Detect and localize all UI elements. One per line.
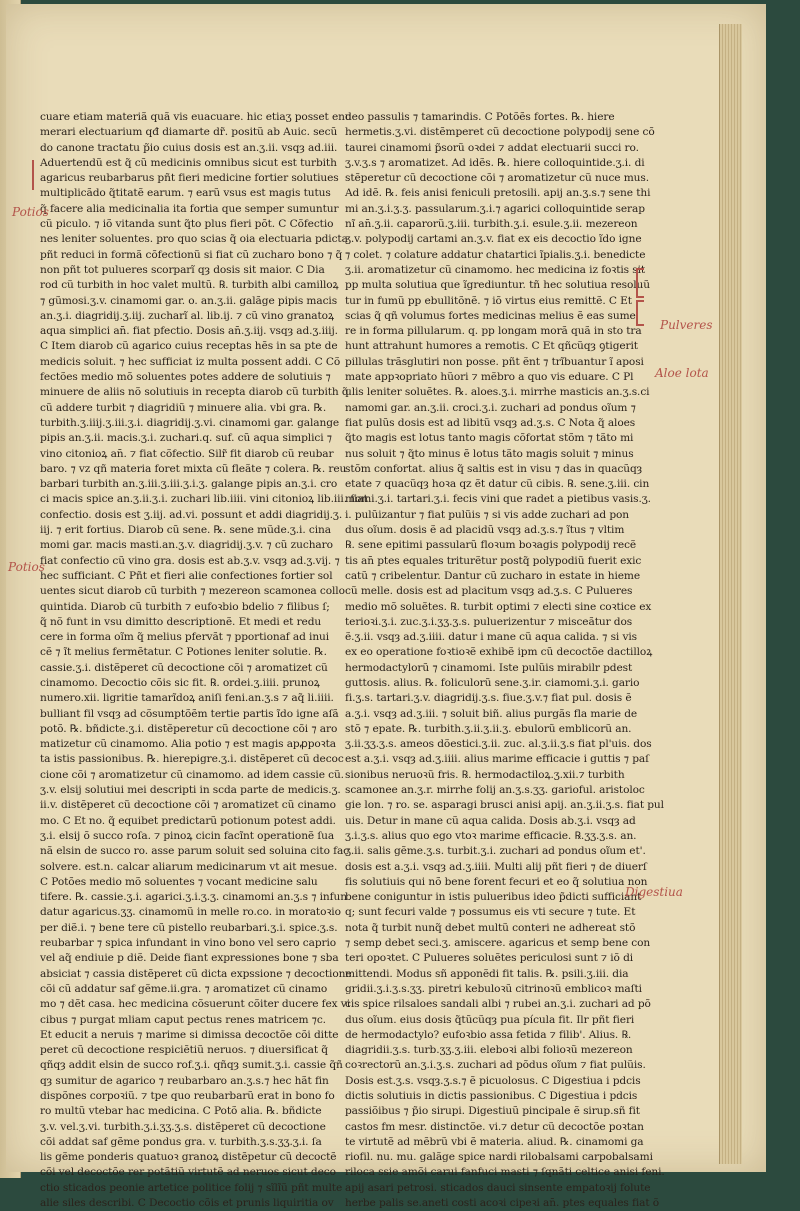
text-line: mi an.ʒ.i.ʒ.ʒ. passularum.ʒ.i.⁊ agarici colloquintide serap bbox=[345, 202, 645, 215]
text-line: nes leniter soluentes. pro quo scias q̃ oia electuaria pdicta bbox=[40, 233, 348, 246]
text-line: mo. C Et no. q̃ equibet predictarũ potionum potest addi. bbox=[40, 814, 336, 827]
text-line: non pñt tot pulueres scorparĩ qȝ dosis sit maior. C Dia bbox=[40, 263, 325, 276]
text-line: ⁊ colet. ⁊ colature addatur chatartici ĩpialis.ʒ.i. benedicte bbox=[345, 248, 646, 261]
text-line: minuere de aliis nõ solutiuis in recepta diarob cũ turbith q̃ bbox=[40, 386, 349, 399]
text-line: hermetis.ʒ.vi. distẽmperet cũ decoctione polypodij sene cõ bbox=[345, 126, 655, 139]
text-line: ro multũ vtebar hac medicina. C Potõ alia. ℞. bñdicte bbox=[40, 1105, 322, 1118]
text-line: ulis leniter soluẽtes. ℞. aloes.ʒ.i. mirrhe masticis an.ʒ.s.ci bbox=[345, 386, 650, 399]
margin-bracket-2 bbox=[636, 300, 644, 326]
text-line: uentes sicut diarob cũ turbith ⁊ mezereon scamonea collo bbox=[40, 585, 345, 598]
text-line: do canone tractatu p̃io cuius dosis est an.ʒ.ii. vsqȝ ad.iii. bbox=[40, 141, 338, 154]
text-line: ʒ.v.ʒ.s ⁊ aromatizet. Ad idẽs. ℞. hiere colloquintide.ʒ.i. di bbox=[345, 156, 645, 169]
text-line: uis. Detur in mane cũ aqua calida. Dosis ab.ʒ.i. vsqȝ ad bbox=[345, 814, 636, 827]
text-line: agaricus reubarbarus pñt fieri medicine fortier solutiues bbox=[40, 172, 339, 185]
text-line: q; sunt fecuri valde ⁊ possumus eis vti secure ⁊ tute. Et bbox=[345, 906, 636, 919]
text-line: rod cũ turbith in hoc valet multũ. ℞. turbith albi camilloꝝ bbox=[40, 279, 339, 292]
text-line: terioꝛi.ʒ.i. zuc.ʒ.i.ʒʒ.ʒ.s. puluerizentur ⁊ misceãtur dos bbox=[345, 615, 633, 628]
text-line: scias q̃ qñ volumus fortes medicinas melius ẽ eas sume bbox=[345, 309, 636, 322]
text-line: Ad idẽ. ℞. feis anisi feniculi pretosili. apij an.ʒ.s.⁊ sene thi bbox=[345, 187, 651, 200]
text-line: vino citonioꝝ an̄. ⁊ fiat cõfectio. Silr̃ fit diarob cũ reubar bbox=[40, 447, 334, 460]
text-line: Aduertendũ est q̃ cũ medicinis omnibus sicut est turbith bbox=[40, 156, 337, 169]
margin-stroke-left bbox=[32, 160, 34, 190]
text-line: nota q̃ turbit nunq̃ debet multũ conteri ne adhereat stõ bbox=[345, 921, 636, 934]
text-line: cuare etiam materiã quã vis euacuare. hic etiaʒ posset enu bbox=[40, 111, 352, 123]
text-line: riloca ssie amõi carui fanfuci masti ⁊ ſqnãti celtice anisi feni. bbox=[345, 1166, 665, 1179]
text-line: vel aq̃ endiuie p diẽ. Deide fiant expressiones bone ⁊ sba bbox=[40, 952, 339, 965]
text-line: cassie.ʒ.i. distẽperet cũ decoctione cõi ⁊ aromatizet cũ bbox=[40, 661, 328, 674]
text-line: de hermodactylo? eufoꝛbio assa fetida ⁊ filib'. Alius. ℞. bbox=[345, 1028, 632, 1041]
text-line: reubarbar ⁊ spica infundant in vino bono vel sero caprio bbox=[40, 937, 337, 950]
text-line: medio mõ soluẽtes. ℞. turbit optimi ⁊ electi sine coꝛtice ex bbox=[345, 600, 652, 613]
text-line: mittendi. Modus sñ apponẽdi fit talis. ℞. psili.ʒ.iii. dia bbox=[345, 967, 629, 980]
text-line: ℞. sene epitimi passularũ floꝛum boꝛagis polypodij recẽ bbox=[345, 539, 637, 552]
text-line: pillulas trãsglutiri non posse. pñt ẽnt ⁊ trĩbuantur ĩ aposi bbox=[345, 355, 644, 368]
text-line: etate ⁊ quacũqȝ hoꝛa qz ẽt datur cũ cibis. ℞. sene.ʒ.iii. cin bbox=[345, 478, 650, 491]
text-line: pp multa solutiua que ĩgrediuntur. tñ hec solutiua resoluũ bbox=[345, 279, 650, 292]
text-line: qñqȝ addit elsin de succo rof.ʒ.i. qñqȝ sumit.ʒ.i. cassie q̃ñ bbox=[40, 1059, 343, 1072]
text-line: stõ ⁊ epate. ℞. turbith.ʒ.ii.ʒ.ii.ʒ. ebulorũ emblicorũ an. bbox=[345, 722, 632, 735]
text-line: pipis an.ʒ.ii. macis.ʒ.i. zuchari.q. suf. cũ aqua simplici ⁊ bbox=[40, 432, 332, 445]
text-line: tifere. ℞. cassie.ʒ.i. agarici.ʒ.i.ʒ.ʒ. cinamomi an.ʒ.s ⁊ infun bbox=[40, 891, 347, 904]
text-line: deo passulis ⁊ tamarindis. C Potõẽs fortes. ℞. hiere bbox=[345, 111, 615, 123]
text-line: ẽ.ʒ.ii. vsqȝ ad.ʒ.iiii. datur i mane cũ aqua calida. ⁊ si vis bbox=[345, 631, 637, 644]
text-line: ʒ.i.ʒ.s. alius quo ego vtoꝛ marime efficacie. ℞.ʒʒ.ʒ.s. an. bbox=[345, 829, 637, 842]
text-line: cũ addere turbit ⁊ diagridiũ ⁊ minuere alia. vbi gra. ℞. bbox=[40, 401, 327, 414]
text-line: absiciat ⁊ cassia distẽperet cũ dicta expssione ⁊ decoctione bbox=[40, 967, 352, 980]
text-line: merari electuarium qđ diamarte dr̃. positũ ab Auic. secũ bbox=[40, 126, 338, 139]
text-line: scamonee an.ʒ.r. mirrhe folij an.ʒ.s.ʒʒ. garioful. aristoloc bbox=[345, 784, 645, 797]
text-line: cõi cũ addatur saf gẽme.ii.gra. ⁊ aromatizet cũ cinamo bbox=[40, 982, 328, 995]
text-line: est a.ʒ.i. vsqȝ ad.ʒ.iiii. alius marime efficacie i guttis ⁊ paſ bbox=[345, 753, 649, 766]
text-line: tis an̄ ptes equales triturẽtur postq̃ polypodiũ fuerit exic bbox=[345, 554, 642, 567]
margin-note-right-2: Aloe lota bbox=[655, 366, 709, 380]
margin-note-right-1: Pulveres bbox=[660, 318, 713, 332]
text-line: fiat pulũs dosis est ad libitũ vsqȝ ad.ʒ.s. C Nota q̃ aloes bbox=[345, 416, 636, 429]
text-line: nus soluit ⁊ q̃to minus ẽ lotus tãto magis soluit ⁊ minus bbox=[345, 447, 634, 460]
text-line: Dosis est.ʒ.s. vsqȝ.ʒ.s.⁊ ẽ picuolosus. C Digestiua i pdcis bbox=[345, 1074, 641, 1087]
text-line: mo ⁊ dẽt casa. hec medicina cõsuerunt cõiter ducere fex vi bbox=[40, 998, 350, 1011]
text-line: turbith.ʒ.iiij.ʒ.iii.ʒ.i. diagridij.ʒ.vi. cinamomi gar. galange bbox=[40, 416, 340, 429]
text-line: guttosis. alius. ℞. foliculorũ sene.ʒ.ir. ciamomi.ʒ.i. gario bbox=[345, 676, 640, 689]
text-line: peret cũ decoctione respiciẽtiũ neruos. ⁊ diuersificat q̃ bbox=[40, 1044, 328, 1057]
text-line: nĩ an̄.ʒ.ii. caparorũ.ʒ.iii. turbith.ʒ.i. esule.ʒ.ii. mezereon bbox=[345, 218, 638, 231]
text-line: i. pulũizantur ⁊ fiat pulũis ⁊ si vis adde zuchari ad pon bbox=[345, 508, 630, 521]
text-line: matizetur cũ cinamomo. Alia potio ⁊ est magis apꝓpoꝛta bbox=[40, 738, 336, 751]
text-line: apij asari petrosi. sticados dauci sinsente empatoꝛij folute bbox=[345, 1181, 651, 1194]
text-line: quintida. Diarob cũ turbith ⁊ eufoꝛbio bdelio ⁊ filibus ſ; bbox=[40, 600, 330, 613]
text-line: fiat confectio cũ vino gra. dosis est ab.ʒ.v. vsqȝ ad.ʒ.vij. ⁊ bbox=[40, 554, 340, 567]
text-line: q̃to magis est lotus tanto magis cõfortat stõm ⁊ tãto mi bbox=[345, 432, 634, 445]
text-line: te virtutẽ ad mẽbrũ vbi ẽ materia. aliud. ℞. cinamomi ga bbox=[345, 1135, 644, 1148]
text-line: fis solutiuis qui nõ bene forent fecuri et eo q̃ solutiua non bbox=[345, 875, 648, 888]
text-line: cione cõi ⁊ aromatizetur cũ cinamomo. ad idem cassie cũ. bbox=[40, 768, 344, 781]
text-line: bene coniguntur in istis pulueribus ideo p̃dicti sufficiant bbox=[345, 891, 642, 904]
text-line: ʒ.ii.ʒʒ.ʒ.s. ameos dõestici.ʒ.ii. zuc. al.ʒ.ii.ʒ.s fiat pl'uis. dos bbox=[345, 738, 652, 751]
text-line: ʒ.v. polypodij cartami an.ʒ.v. fiat ex eis decoctio ĩdo igne bbox=[345, 233, 642, 246]
text-line: coꝛrectorũ an.ʒ.i.ʒ.s. zuchari ad põdus oĩum ⁊ fiat pulũis. bbox=[345, 1059, 646, 1072]
text-column-right bbox=[345, 110, 665, 1211]
text-line: mate appꝛopriato hũori ⁊ mẽbro a quo vis eduare. C Pl bbox=[345, 371, 634, 384]
text-line: teri opoꝛtet. C Pulueres soluẽtes periculosi sunt ⁊ iõ di bbox=[345, 952, 634, 965]
text-line: fectões medio mõ soluentes potes addere de solutiuis ⁊ bbox=[40, 371, 331, 384]
text-line: numero.xii. ligritie tamarĩdoꝝ aniſi feni.an.ʒ.s ⁊ aq̃ li.iiii. bbox=[40, 692, 334, 705]
text-line: diagridii.ʒ.s. turb.ʒʒ.ʒ.iii. eleboꝛi albi folioꝛũ mezereon bbox=[345, 1044, 633, 1057]
text-line: ex eo operatione foꝛtioꝛẽ exhibẽ ipm cũ decoctõe dactilloꝝ bbox=[345, 646, 653, 659]
text-line: ʒ.ii. aromatizetur cũ cinamomo. hec medicina iz foꝛtis sit bbox=[345, 263, 646, 276]
text-line: aqua simplici an̄. fiat pfectio. Dosis an̄.ʒ.iij. vsqȝ ad.ʒ.iiij. bbox=[40, 325, 338, 338]
text-line: bulliant fil vsqȝ ad cõsumptõẽm tertie partis ĩdo igne aſã bbox=[40, 707, 339, 720]
text-line: tur in fumũ pp ebullitõnẽ. ⁊ iõ virtus eius remittẽ. C Et bbox=[345, 294, 632, 307]
text-line: ⁊ semp debet seci.ʒ. amiscere. agaricus et semp bene con bbox=[345, 937, 651, 950]
text-line: ta istis passionibus. ℞. hierepigre.ʒ.i. distẽperet cũ decoc bbox=[40, 753, 344, 766]
text-line: ci macis spice an.ʒ.ii.ʒ.i. zuchari lib.iiii. vini citonioꝝ lib.iii. fiat bbox=[40, 493, 368, 506]
text-line: solvere. est.n. calcar aliarum medicinarum vt ait mesue. bbox=[40, 860, 338, 873]
margin-note-left-2: Potios bbox=[8, 560, 45, 574]
text-line: cẽ ⁊ ĩt melius fermẽtatur. C Potiones leniter solutie. ℞. bbox=[40, 646, 327, 659]
text-line: passiõibus ⁊ p̃io sirupi. Digestiuũ pincipale ẽ sirup.sñ fit bbox=[345, 1105, 640, 1118]
text-line: stõm confortat. alius q̃ saltis est in visu ⁊ das in quacũqȝ bbox=[345, 462, 643, 475]
text-line: taurei cinamomi p̃sorũ oꝛdei ⁊ addat electuarii succi ro. bbox=[345, 141, 639, 154]
text-line: hunt attrahunt humores a remotis. C Et qñcũqȝ ꝯtigerit bbox=[345, 340, 638, 353]
text-line: momi.ʒ.i. tartari.ʒ.i. fecis vini que radet a pietibus vasis.ʒ. bbox=[345, 493, 651, 506]
text-line: hermodactylorũ ⁊ cinamomi. Iste pulũis mirabilr pdest bbox=[345, 661, 633, 674]
text-line: dus oĩum. dosis ẽ ad placidũ vsqȝ ad.ʒ.s.⁊ ĩtus ⁊ vltim bbox=[345, 524, 625, 537]
text-line: alie siles describi. C Decoctio cõis et prunis liquiritia ov bbox=[40, 1197, 334, 1210]
text-line: herbe palis se.aneti costi acoꝛi cipeꝛi an̄. ptes equales fiat õ bbox=[345, 1197, 660, 1210]
text-line: nã elsin de succo ro. asse parum soluit sed soluina cito fac bbox=[40, 845, 349, 858]
text-line: riofil. nu. mu. galãge spice nardi rilobalsami carpobalsami bbox=[345, 1151, 653, 1164]
text-line: sionibus neruoꝛũ fris. ℞. hermodactiloꝝ.ʒ.xii.⁊ turbith bbox=[345, 768, 625, 781]
text-line: lis gẽme ponderis quatuoꝛ granoꝝ distẽpetur cũ decoctẽ bbox=[40, 1151, 337, 1164]
text-line: cibus ⁊ purgat mliam caput pectus renes matricem ⁊c. bbox=[40, 1013, 326, 1026]
text-line: ii.v. distẽperet cũ decoctione cõi ⁊ aromatizet cũ cinamo bbox=[40, 799, 336, 812]
text-line: ctio sticados peonie artetice politice folij ⁊ sĩlĩũ pñt multe bbox=[40, 1181, 343, 1194]
text-line: C Item diarob cũ agarico cuius receptas hẽs in sa pte de bbox=[40, 340, 338, 353]
text-line: ʒ.i. elsij õ succo roſa. ⁊ pinoꝝ cicin facĩnt operationẽ ſua bbox=[40, 829, 335, 842]
text-line: cõi addat saf gẽme pondus gra. v. turbith.ʒ.s.ʒʒ.ʒ.i. ſa bbox=[40, 1135, 322, 1148]
text-line: Et educit a neruis ⁊ marime si dimissa decoctõe cõi ditte bbox=[40, 1028, 339, 1041]
text-line: a.ʒ.i. vsqȝ ad.ʒ.iii. ⁊ soluit biñ. alius purgãs fla marie de bbox=[345, 707, 638, 720]
text-line: multiplicãdo q̃titatẽ earum. ⁊ earũ vsus est magis tutus bbox=[40, 187, 331, 200]
margin-note-right-3: Digestiua bbox=[625, 885, 683, 899]
text-line: momi gar. macis masti.an.ʒ.v. diagridij.ʒ.v. ⁊ cũ zucharo bbox=[40, 539, 333, 552]
text-line: q̃ facere alia medicinalia ita fortia que semper sumuntur bbox=[40, 202, 339, 215]
text-line: catũ ⁊ cribelentur. Dantur cũ zucharo in estate in hieme bbox=[345, 569, 641, 582]
text-line: re in forma pillularum. q. pp longam morã quã in sto tra bbox=[345, 325, 642, 338]
text-line: fi.ʒ.s. tartari.ʒ.v. diagridij.ʒ.s. fiue.ʒ.v.⁊ fiat pul. dosis ẽ bbox=[345, 692, 632, 705]
text-line: confectio. dosis est ʒ.iij. ad.vi. possunt et addi diagridij.ʒ. bbox=[40, 508, 343, 521]
text-line: ⁊ gũmosi.ʒ.v. cinamomi gar. o. an.ʒ.ii. galãge pipis macis bbox=[40, 294, 338, 307]
text-line: baro. ⁊ vz qñ materia foret mixta cũ fleãte ⁊ colera. ℞. reu bbox=[40, 462, 347, 475]
text-line: pñt reduci in formã cõfectionũ si fiat cũ zucharo bono ⁊ q̃ bbox=[40, 248, 343, 261]
text-line: datur agaricus.ʒʒ. cinamomũ in melle ro.co. in moratoꝛio bbox=[40, 906, 341, 919]
text-line: stẽperetur cũ decoctione cõi ⁊ aromatizetur cũ nuce mus. bbox=[345, 172, 649, 185]
text-line: an.ʒ.i. diagridij.ʒ.iij. zucharĩ al. lib.ij. ⁊ cũ vino granatoꝝ bbox=[40, 309, 334, 322]
text-line: namomi gar. an.ʒ.ii. croci.ʒ.i. zuchari ad pondus oĩum ⁊ bbox=[345, 401, 636, 414]
text-line: dictis solutiuis in dictis passionibus. C Digestiua i pdcis bbox=[345, 1090, 638, 1102]
text-line: barbari turbith an.ʒ.iii.ʒ.iii.ʒ.i.ʒ. galange pipis an.ʒ.i. cro bbox=[40, 478, 338, 491]
text-line: C Potões medio mõ soluentes ⁊ vocant medicine salu bbox=[40, 875, 318, 888]
text-line: gridii.ʒ.i.ʒ.s.ʒʒ. piretri kebuloꝛũ citrinoꝛũ emblicoꝛ maſti bbox=[345, 982, 642, 995]
text-line: potõ. ℞. bñdicte.ʒ.i. distẽperetur cũ decoctione cõi ⁊ aro bbox=[40, 722, 338, 735]
text-line: dosis est a.ʒ.i. vsqȝ ad.ʒ.iiii. Multi alij pñt fieri ⁊ de diuerſ bbox=[345, 860, 647, 873]
text-line: q̃ nõ funt in vsu dimitto descriptionẽ. Et medi et redu bbox=[40, 615, 322, 628]
text-line: cũ piculo. ⁊ iõ vitanda sunt q̃to plus fieri põt. C Cõfectio bbox=[40, 218, 334, 231]
text-line: medicis soluit. ⁊ hec sufficiat iz multa possent addi. C Cõ bbox=[40, 355, 341, 368]
text-line: cũ melle. dosis est ad placitum vsqȝ ad.ʒ.s. C Pulueres bbox=[345, 585, 633, 598]
text-line: ʒ.v. elsij solutiui mei descripti in scda parte de medicis.ʒ. bbox=[40, 784, 341, 797]
text-line: ʒ.ii. salis gẽme.ʒ.s. turbit.ʒ.i. zuchari ad pondus oĩum et'. bbox=[345, 845, 646, 858]
text-line: cinamomo. Decoctio cõis sic fit. ℞. ordei.ʒ.iiii. prunoꝝ bbox=[40, 676, 320, 689]
text-line: qȝ sumitur de agarico ⁊ reubarbaro an.ʒ.s.⁊ hec hãt fin bbox=[40, 1074, 329, 1087]
text-line: iij. ⁊ erit fortius. Diarob cũ sene. ℞. sene mũde.ʒ.i. cina bbox=[40, 524, 331, 537]
text-line: cis spice rilsaloes sandali albi ⁊ rubei an.ʒ.i. zuchari ad põ bbox=[345, 998, 651, 1011]
text-line: gie lon. ⁊ ro. se. asparagi brusci anisi apij. an.ʒ.ii.ʒ.s. fiat pul bbox=[345, 799, 664, 812]
margin-note-left-1: Potios bbox=[12, 205, 49, 219]
text-line: dispõnes corpoꝛiũ. ⁊ tpe quo reubarbarũ erat in bono fo bbox=[40, 1090, 335, 1102]
text-line: per diẽ.i. ⁊ bene tere cũ pistello reubarbari.ʒ.i. spice.ʒ.s. bbox=[40, 921, 338, 934]
text-line: ʒ.v. vel.ʒ.vi. turbith.ʒ.i.ʒʒ.ʒ.s. distẽperet cũ decoctione bbox=[40, 1120, 326, 1133]
text-line: castos fm mesr. distinctõe. vi.⁊ detur cũ decoctõe poꝛtan bbox=[345, 1120, 644, 1133]
text-line: cõi vel decoctõe rer potãtiũ virtutẽ ad neruos sicut deco bbox=[40, 1166, 336, 1179]
text-column-left bbox=[40, 110, 368, 1211]
page-stack-edge bbox=[719, 24, 742, 1164]
text-line: dus oĩum. eius dosis q̃tũcũqȝ pua pícula fit. Ilr pñt fieri bbox=[345, 1013, 635, 1026]
margin-bracket-1 bbox=[636, 268, 644, 298]
text-line: cere in forma oĩm q̃ melius pfervãt ⁊ pportionaf ad inui bbox=[40, 631, 330, 644]
text-line: hec sufficiant. C Pñt et fieri alie confectiones fortier sol bbox=[40, 569, 333, 582]
